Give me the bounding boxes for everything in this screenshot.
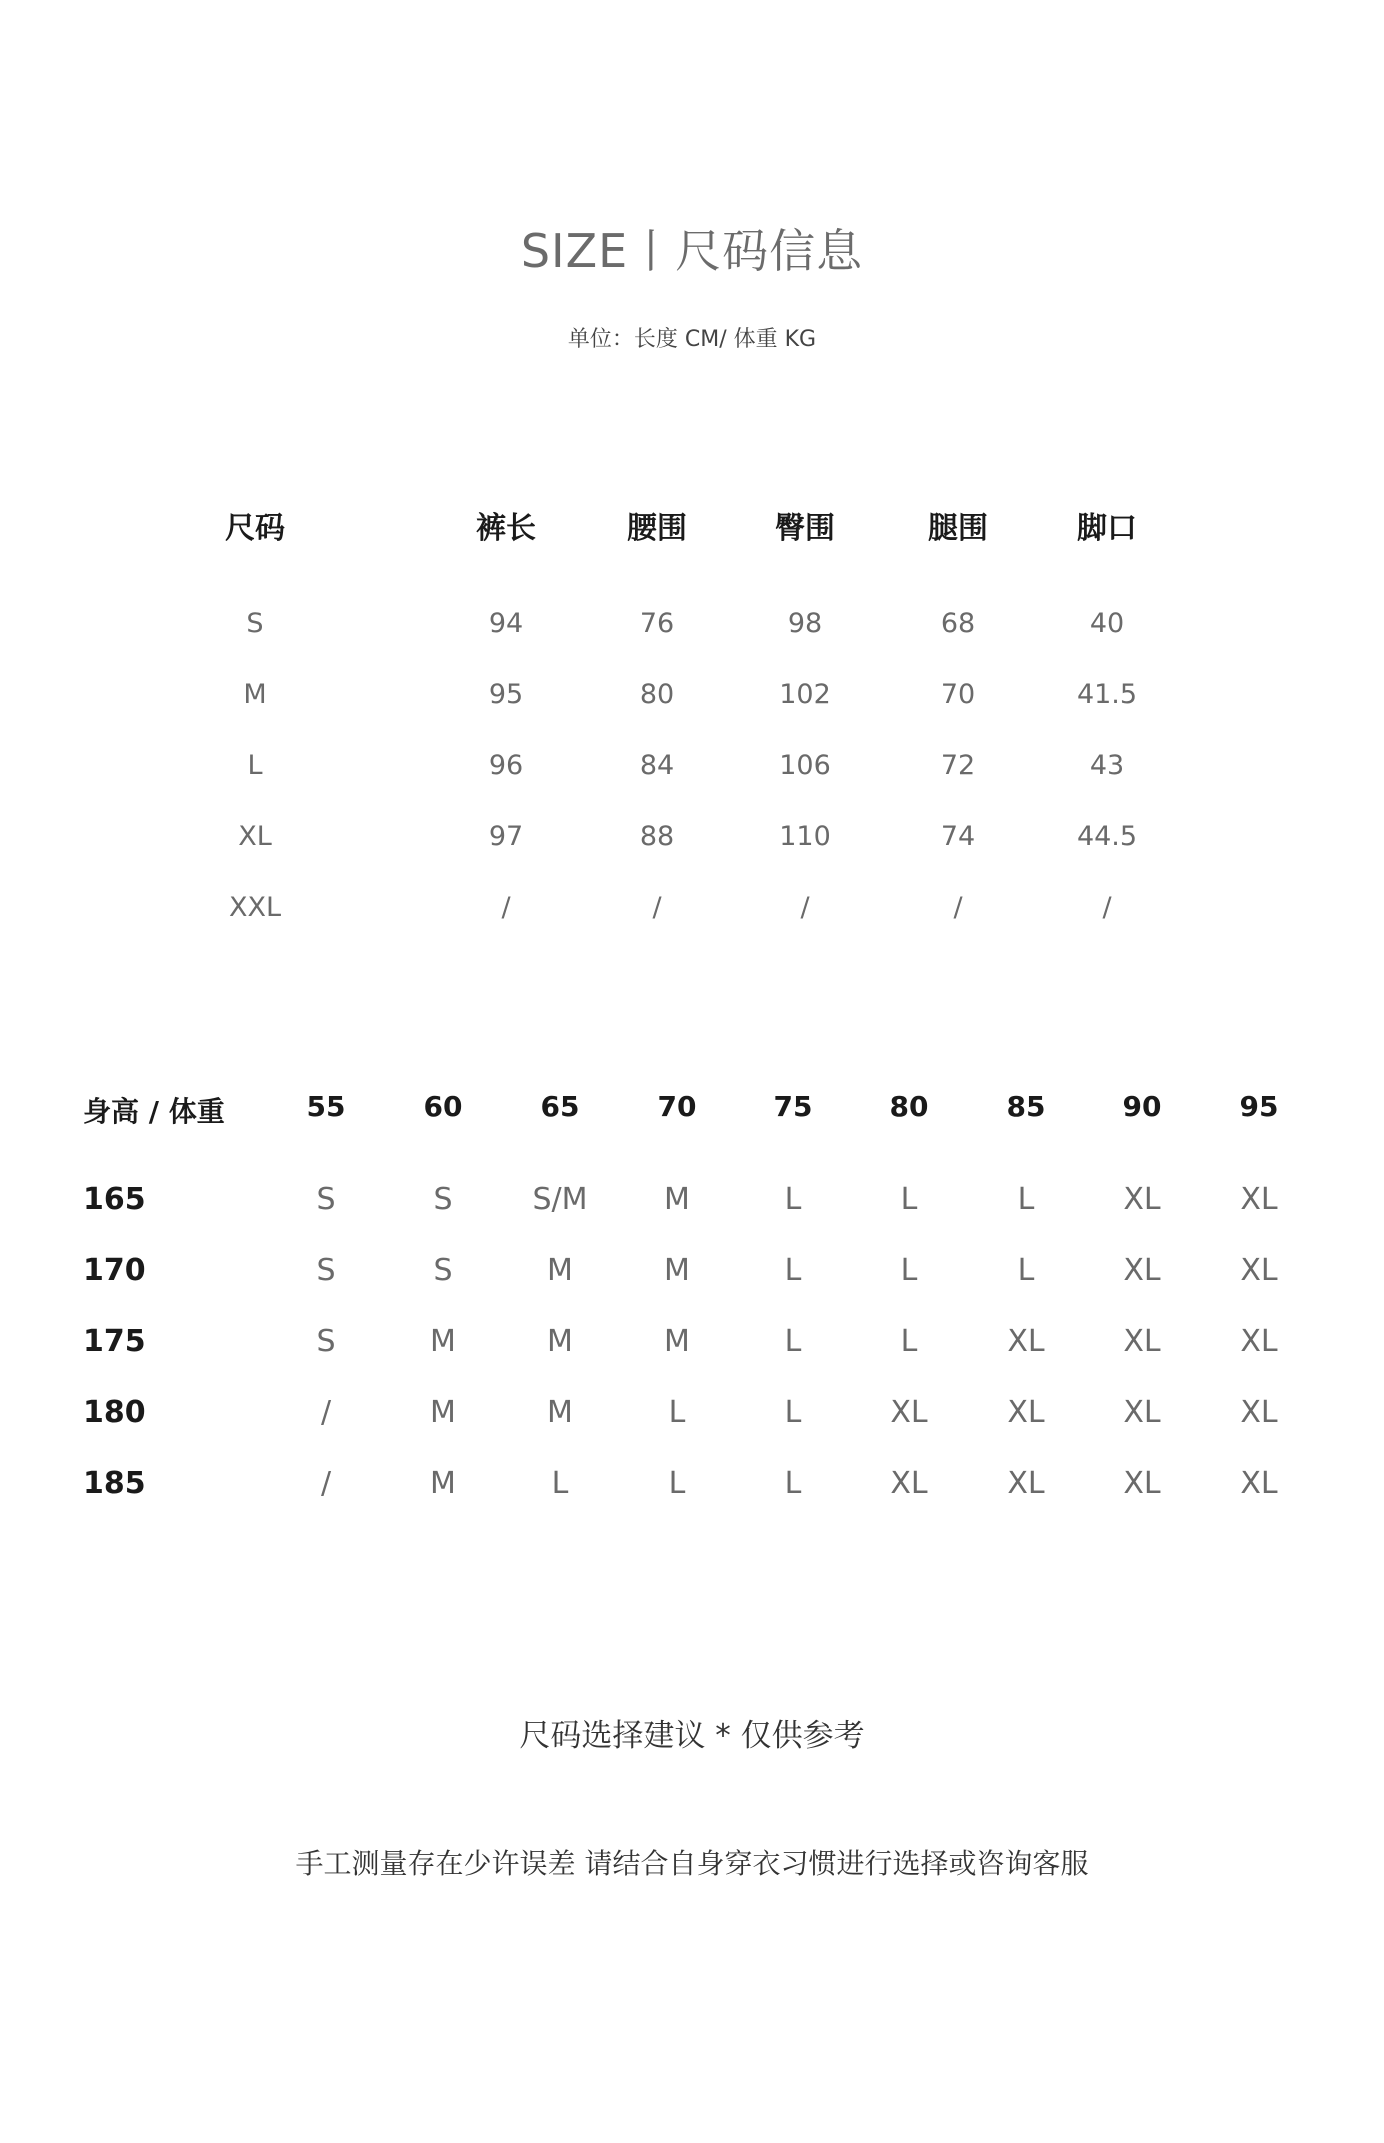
recommended-size-cell: M	[664, 1253, 690, 1288]
recommended-size-cell: XL	[1123, 1182, 1161, 1217]
recommended-size-cell: L	[900, 1182, 918, 1217]
height-label: 175	[83, 1324, 146, 1359]
rec-corner-header: 身高 / 体重	[83, 1095, 225, 1128]
recommended-size-cell: S/M	[532, 1182, 588, 1217]
recommended-size-cell: /	[320, 1466, 332, 1501]
page-title: SIZE丨尺码信息	[520, 224, 864, 278]
size-table-header: 腿围	[928, 511, 988, 546]
recommended-size-cell: L	[784, 1395, 802, 1430]
size-value-cell: 95	[488, 679, 524, 710]
height-label: 180	[83, 1395, 146, 1430]
size-value-cell: 84	[639, 750, 675, 781]
recommended-size-cell: XL	[1123, 1466, 1161, 1501]
height-label: 185	[83, 1466, 146, 1501]
recommended-size-cell: M	[664, 1182, 690, 1217]
size-table-header: 臀围	[775, 511, 835, 546]
recommended-size-cell: L	[1017, 1182, 1035, 1217]
recommended-size-cell: S	[316, 1182, 336, 1217]
weight-header: 65	[540, 1090, 580, 1123]
recommended-size-cell: L	[668, 1395, 686, 1430]
recommended-size-cell: XL	[1007, 1324, 1045, 1359]
size-value-cell: 43	[1089, 750, 1125, 781]
weight-header: 75	[773, 1090, 813, 1123]
size-table-header: 腰围	[627, 511, 687, 546]
recommended-size-cell: XL	[1123, 1253, 1161, 1288]
recommended-size-cell: S	[433, 1253, 453, 1288]
size-table-header: 脚口	[1077, 511, 1137, 546]
size-value-cell: /	[501, 892, 511, 923]
size-value-cell: 88	[639, 821, 675, 852]
size-value-cell: 74	[940, 821, 976, 852]
size-value-cell: 76	[639, 608, 675, 639]
size-value-cell: 41.5	[1076, 679, 1138, 710]
size-table-header: 裤长	[476, 511, 536, 546]
weight-header: 80	[889, 1090, 929, 1123]
size-label-cell: S	[246, 608, 264, 639]
recommended-size-cell: L	[900, 1324, 918, 1359]
recommended-size-cell: M	[547, 1253, 573, 1288]
size-value-cell: /	[800, 892, 810, 923]
size-value-cell: 94	[488, 608, 524, 639]
weight-header: 90	[1122, 1090, 1162, 1123]
recommended-size-cell: M	[430, 1395, 456, 1430]
recommended-size-cell: XL	[1123, 1395, 1161, 1430]
size-value-cell: /	[652, 892, 662, 923]
recommended-size-cell: /	[320, 1395, 332, 1430]
size-value-cell: 44.5	[1076, 821, 1138, 852]
size-value-cell: 72	[940, 750, 976, 781]
size-label-cell: M	[243, 679, 267, 710]
weight-header: 70	[657, 1090, 697, 1123]
recommended-size-cell: S	[316, 1253, 336, 1288]
size-label-cell: L	[247, 750, 263, 781]
recommended-size-cell: XL	[1123, 1324, 1161, 1359]
size-value-cell: /	[1102, 892, 1112, 923]
recommended-size-cell: L	[784, 1182, 802, 1217]
recommended-size-cell: M	[430, 1466, 456, 1501]
weight-header: 95	[1239, 1090, 1279, 1123]
recommended-size-cell: M	[430, 1324, 456, 1359]
recommended-size-cell: XL	[1240, 1395, 1278, 1430]
size-label-cell: XXL	[228, 892, 282, 923]
size-value-cell: /	[953, 892, 963, 923]
recommended-size-cell: L	[551, 1466, 569, 1501]
size-value-cell: 70	[940, 679, 976, 710]
recommended-size-cell: XL	[890, 1466, 928, 1501]
recommended-size-cell: XL	[1007, 1395, 1045, 1430]
recommended-size-cell: L	[784, 1466, 802, 1501]
recommended-size-cell: XL	[1007, 1466, 1045, 1501]
recommended-size-cell: L	[900, 1253, 918, 1288]
size-value-cell: 98	[787, 608, 823, 639]
recommended-size-cell: L	[1017, 1253, 1035, 1288]
weight-header: 55	[306, 1090, 346, 1123]
size-value-cell: 40	[1089, 608, 1125, 639]
size-label-cell: XL	[238, 821, 272, 852]
height-label: 165	[83, 1182, 146, 1217]
size-value-cell: 68	[940, 608, 976, 639]
recommended-size-cell: M	[664, 1324, 690, 1359]
recommended-size-cell: XL	[1240, 1466, 1278, 1501]
size-value-cell: 102	[779, 679, 831, 710]
size-value-cell: 110	[779, 821, 831, 852]
size-table-header: 尺码	[225, 511, 285, 546]
recommended-size-cell: S	[316, 1324, 336, 1359]
weight-header: 60	[423, 1090, 463, 1123]
recommended-size-cell: XL	[1240, 1324, 1278, 1359]
size-value-cell: 96	[488, 750, 524, 781]
size-value-cell: 106	[779, 750, 831, 781]
size-value-cell: 97	[488, 821, 524, 852]
recommended-size-cell: XL	[1240, 1253, 1278, 1288]
size-suggestion-note: 尺码选择建议 * 仅供参考	[519, 1718, 865, 1754]
recommended-size-cell: L	[784, 1324, 802, 1359]
recommended-size-cell: L	[668, 1466, 686, 1501]
recommended-size-cell: M	[547, 1324, 573, 1359]
size-value-cell: 80	[639, 679, 675, 710]
unit-label: 单位：长度 CM/ 体重 KG	[567, 327, 817, 352]
recommended-size-cell: S	[433, 1182, 453, 1217]
measurement-disclaimer: 手工测量存在少许误差 请结合自身穿衣习惯进行选择或咨询客服	[295, 1847, 1089, 1880]
recommended-size-cell: XL	[1240, 1182, 1278, 1217]
recommended-size-cell: XL	[890, 1395, 928, 1430]
weight-header: 85	[1006, 1090, 1046, 1123]
height-label: 170	[83, 1253, 146, 1288]
recommended-size-cell: M	[547, 1395, 573, 1430]
recommended-size-cell: L	[784, 1253, 802, 1288]
